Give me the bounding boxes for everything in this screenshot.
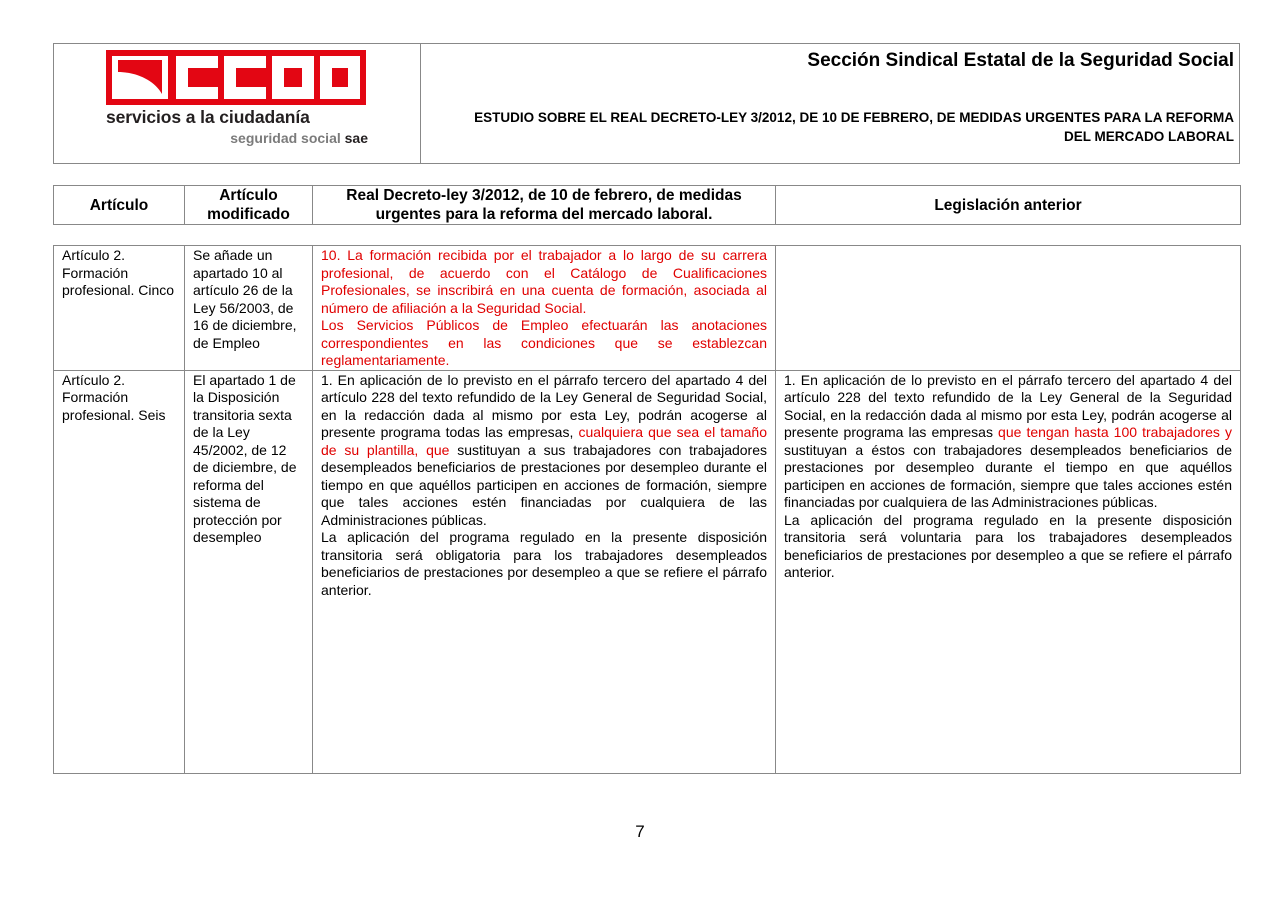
cell-real-decreto — [313, 246, 776, 371]
column-legislacion-anterior: Legislación anterior — [776, 186, 1241, 225]
paragraph: La aplicación del programa regulado en la presente disposición transitoria será voluntaria para los trabajadores desempleados beneficiarios de prestaciones por desempleo a que se refiere el párrafo anterior. — [784, 511, 1232, 580]
column-articulo-modificado: Artículo modificado — [185, 186, 313, 225]
paragraph: La aplicación del programa regulado en la presente disposición transitoria será obligatoria para los trabajadores desempleados beneficiarios de prestaciones por desempleo a que se refiere el párrafo anterior. — [321, 529, 767, 598]
paragraph: Los Servicios Públicos de Empleo efectuarán las anotaciones correspondientes en las condiciones que se establezcan reglamentariamente. — [321, 317, 767, 368]
column-articulo: Artículo — [54, 186, 185, 225]
table-row — [54, 246, 1241, 371]
cell-legislacion-anterior — [776, 246, 1241, 371]
cell-real-decreto — [313, 370, 776, 773]
cell-articulo: Artículo 2. Formación profesional. Cinco — [54, 246, 185, 371]
cell-legislacion-anterior — [776, 370, 1241, 773]
cell-modificado: El apartado 1 de la Disposición transitoria sexta de la Ley 45/2002, de 12 de diciembre, de reforma del sistema de protección por desempleo — [185, 370, 313, 773]
logo-subtagline: seguridad social sae — [230, 130, 368, 146]
comparison-table — [53, 245, 1241, 774]
highlighted-change: que tengan hasta 100 trabajadores y — [998, 424, 1233, 440]
column-header-table — [53, 185, 1241, 225]
table-row — [54, 370, 1241, 773]
cell-modificado: Se añade un apartado 10 al artículo 26 de la Ley 56/2003, de 16 de diciembre, de Empleo — [185, 246, 313, 371]
organization-title: Sección Sindical Estatal de la Seguridad Social — [807, 50, 1234, 71]
paragraph: 10. La formación recibida por el trabajador a lo largo de su carrera profesional, de acuerdo con el Catálogo de Cualificaciones Profesionales, se inscribirá en una cuenta de formación, asociada al número de afiliación a la Seguridad Social. — [321, 247, 767, 316]
ccoo-logo-mark — [106, 50, 366, 105]
paragraph: 1. En aplicación de lo previsto en el párrafo tercero del apartado 4 del artículo 228 del texto refundido de la Ley General de Seguridad Social, en la redacción dada al mismo por esta Ley, podrán acogerse al presente programa todas las empresas, cualquiera que sea el tamaño de su plantilla, que sustituyan a sus trabajadores con trabajadores desempleados beneficiarios de prestaciones por desempleo durante el tiempo en que aquéllos participen en acciones de formación, siempre que tales acciones estén financiadas por cualquiera de las Administraciones públicas. — [321, 371, 767, 528]
highlighted-change: cualquiera que sea el tamaño de su plantilla, que — [321, 424, 767, 458]
page-number: 7 — [635, 822, 645, 841]
column-real-decreto: Real Decreto-ley 3/2012, de 10 de febrero, de medidas urgentes para la reforma del mercado laboral. — [313, 186, 776, 225]
ccoo-logo — [106, 50, 368, 150]
study-title: ESTUDIO SOBRE EL REAL DECRETO-LEY 3/2012, DE 10 DE FEBRERO, DE MEDIDAS URGENTES PARA LA REFORMA DEL MERCADO LABORAL — [474, 110, 1234, 144]
logo-tagline: servicios a la ciudadanía — [106, 107, 310, 127]
cell-articulo: Artículo 2. Formación profesional. Seis — [54, 370, 185, 773]
paragraph: 1. En aplicación de lo previsto en el párrafo tercero del apartado 4 del artículo 228 del texto refundido de la Ley General de la Seguridad Social, en la redacción dada al mismo por esta Ley, podrán acogerse al presente programa las empresas que tengan hasta 100 trabajadores y sustituyan a éstos con trabajadores desempleados beneficiarios de prestaciones por desempleo durante el tiempo en que aquéllos participen en acciones de formación, siempre que tales acciones estén financiadas por cualquiera de las Administraciones públicas. — [784, 371, 1233, 510]
header-divider — [420, 43, 421, 164]
